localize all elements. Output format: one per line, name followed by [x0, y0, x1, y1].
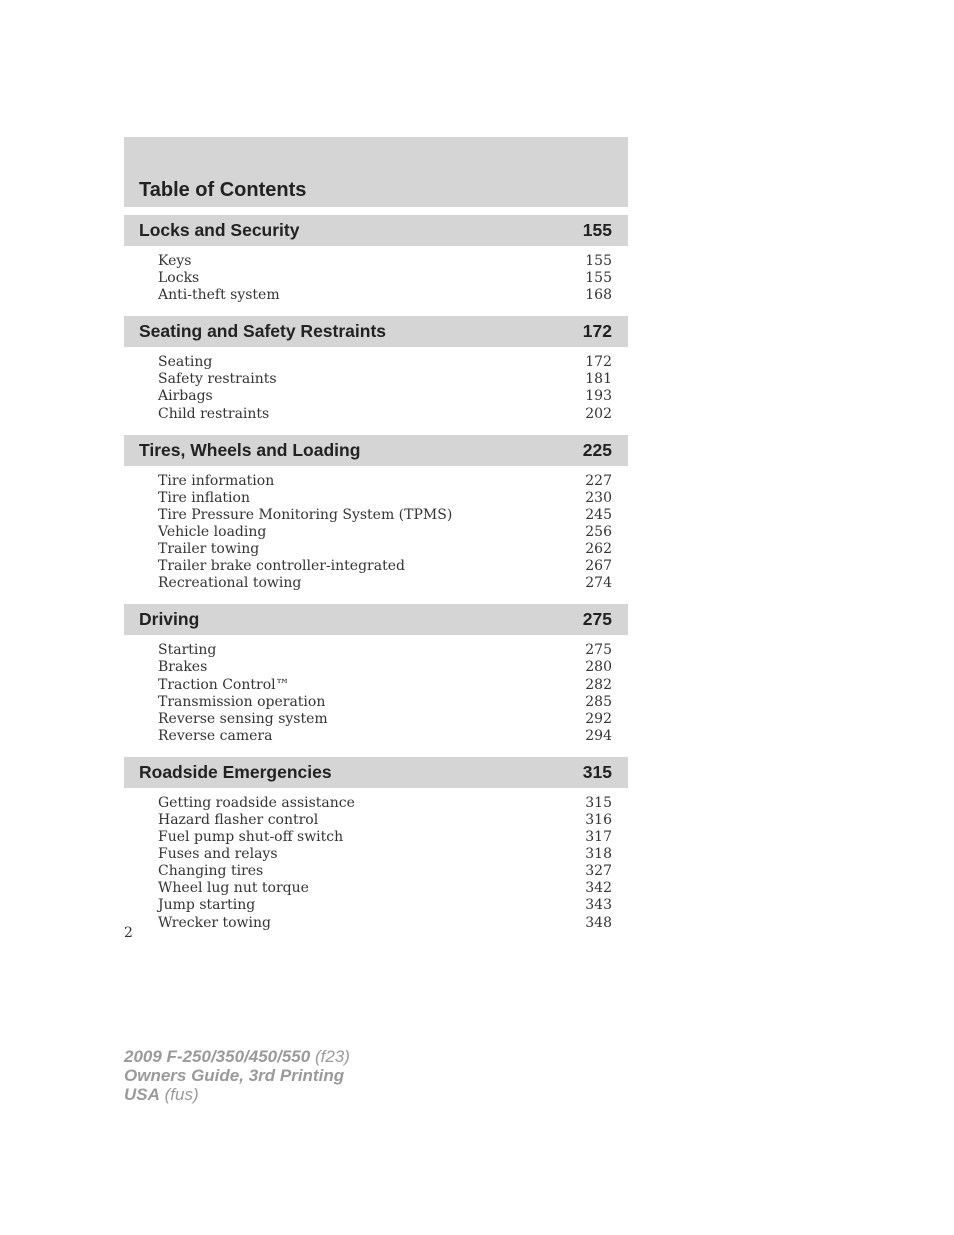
- footer-line-guide: [124, 1066, 350, 1085]
- section-page: 172: [582, 321, 612, 342]
- entry-page: 230: [585, 489, 612, 506]
- footer-region: USA: [124, 1085, 160, 1104]
- entry-list: [124, 788, 628, 936]
- footer: [124, 1047, 350, 1104]
- entry-page: 274: [585, 575, 612, 592]
- entry-label: Seating: [158, 354, 213, 371]
- entry-label: Brakes: [158, 659, 208, 676]
- toc-entry[interactable]: [158, 915, 612, 932]
- entry-label: Tire inflation: [158, 489, 250, 506]
- entry-label: Wheel lug nut torque: [158, 880, 309, 897]
- entry-label: Trailer towing: [158, 541, 260, 558]
- entry-label: Airbags: [158, 388, 213, 405]
- toc-entry[interactable]: [158, 490, 612, 507]
- entry-label: Starting: [158, 642, 217, 659]
- footer-model: 2009 F-250/350/450/550: [124, 1047, 311, 1066]
- footer-region-code: (fus): [164, 1085, 199, 1104]
- toc-section: [124, 316, 628, 426]
- toc-entry[interactable]: [158, 829, 612, 846]
- toc-sections: [124, 215, 628, 936]
- footer-line-region: [124, 1085, 350, 1104]
- entry-label: Tire information: [158, 472, 275, 489]
- entry-page: 280: [585, 659, 612, 676]
- section-page: 315: [582, 761, 612, 782]
- section-title: Roadside Emergencies: [139, 761, 332, 782]
- section-title: Seating and Safety Restraints: [139, 321, 387, 342]
- page-number: 2: [124, 925, 133, 941]
- entry-label: Recreational towing: [158, 575, 302, 592]
- toc-entry[interactable]: [158, 659, 612, 676]
- entry-page: 172: [585, 354, 612, 371]
- toc-entry[interactable]: [158, 388, 612, 405]
- entry-label: Transmission operation: [158, 693, 326, 710]
- footer-guide: Owners Guide, 3rd Printing: [124, 1066, 345, 1085]
- toc-entry[interactable]: [158, 371, 612, 388]
- entry-page: 267: [585, 558, 612, 575]
- entry-label: Anti-theft system: [158, 287, 280, 304]
- entry-list: [124, 635, 628, 749]
- entry-label: Jump starting: [158, 897, 256, 914]
- footer-model-code: (f23): [314, 1047, 350, 1066]
- entry-list: [124, 466, 628, 597]
- table-of-contents: [124, 137, 628, 936]
- entry-label: Vehicle loading: [158, 523, 267, 540]
- section-heading[interactable]: [124, 757, 628, 788]
- entry-page: 285: [585, 693, 612, 710]
- section-heading[interactable]: [124, 316, 628, 347]
- entry-page: 181: [585, 371, 612, 388]
- toc-entry[interactable]: [158, 287, 612, 304]
- section-page: 155: [582, 220, 612, 240]
- toc-entry[interactable]: [158, 507, 612, 524]
- entry-label: Safety restraints: [158, 371, 277, 388]
- entry-label: Locks: [158, 270, 200, 287]
- toc-entry[interactable]: [158, 694, 612, 711]
- toc-section: [124, 435, 628, 597]
- entry-label: Reverse camera: [158, 727, 273, 744]
- entry-label: Fuses and relays: [158, 846, 278, 863]
- section-page: 275: [582, 609, 612, 630]
- toc-entry[interactable]: [158, 642, 612, 659]
- toc-entry[interactable]: [158, 897, 612, 914]
- section-page: 225: [582, 439, 612, 460]
- toc-entry[interactable]: [158, 795, 612, 812]
- toc-section: [124, 604, 628, 749]
- entry-label: Trailer brake controller-integrated: [158, 558, 405, 575]
- entry-page: 327: [585, 863, 612, 880]
- entry-label: Child restraints: [158, 405, 270, 422]
- toc-entry[interactable]: [158, 354, 612, 371]
- entry-list: [124, 347, 628, 426]
- toc-entry[interactable]: [158, 677, 612, 694]
- entry-page: 317: [585, 829, 612, 846]
- section-heading[interactable]: [124, 604, 628, 635]
- entry-page: 282: [585, 676, 612, 693]
- entry-page: 318: [585, 846, 612, 863]
- toc-entry[interactable]: [158, 812, 612, 829]
- toc-entry[interactable]: [158, 524, 612, 541]
- section-heading[interactable]: [124, 215, 628, 246]
- entry-page: 348: [585, 914, 612, 931]
- entry-page: 342: [585, 880, 612, 897]
- entry-page: 315: [585, 794, 612, 811]
- entry-page: 227: [585, 472, 612, 489]
- entry-label: Keys: [158, 253, 192, 269]
- toc-entry[interactable]: [158, 473, 612, 490]
- section-title: Driving: [139, 609, 200, 630]
- entry-page: 245: [585, 506, 612, 523]
- toc-entry[interactable]: [158, 575, 612, 592]
- entry-label: Traction Control™: [158, 676, 290, 693]
- section-title: Tires, Wheels and Loading: [139, 439, 361, 460]
- entry-page: 155: [585, 253, 612, 269]
- entry-label: Reverse sensing system: [158, 710, 328, 727]
- toc-entry[interactable]: [158, 863, 612, 880]
- entry-page: 275: [585, 642, 612, 659]
- entry-label: Changing tires: [158, 863, 264, 880]
- entry-page: 343: [585, 897, 612, 914]
- entry-page: 262: [585, 541, 612, 558]
- toc-section: [124, 215, 628, 308]
- footer-line-model: [124, 1047, 350, 1066]
- entry-page: 193: [585, 388, 612, 405]
- toc-entry[interactable]: [158, 406, 612, 423]
- toc-entry[interactable]: [158, 541, 612, 558]
- toc-entry[interactable]: [158, 270, 612, 287]
- entry-page: 292: [585, 710, 612, 727]
- entry-label: Wrecker towing: [158, 914, 271, 931]
- entry-label: Tire Pressure Monitoring System (TPMS): [158, 506, 453, 523]
- entry-label: Fuel pump shut-off switch: [158, 829, 344, 846]
- toc-entry[interactable]: [158, 846, 612, 863]
- toc-header: [124, 137, 628, 207]
- entry-page: 202: [585, 405, 612, 422]
- entry-page: 294: [585, 727, 612, 744]
- entry-list: [124, 246, 628, 308]
- entry-label: Getting roadside assistance: [158, 794, 355, 811]
- section-title: Locks and Security: [139, 220, 300, 240]
- toc-entry[interactable]: [158, 253, 612, 270]
- entry-page: 316: [585, 811, 612, 828]
- toc-entry[interactable]: [158, 880, 612, 897]
- entry-page: 155: [585, 270, 612, 287]
- toc-entry[interactable]: [158, 558, 612, 575]
- entry-label: Hazard flasher control: [158, 811, 319, 828]
- page-title: Table of Contents: [139, 179, 307, 201]
- section-heading[interactable]: [124, 435, 628, 466]
- toc-entry[interactable]: [158, 728, 612, 745]
- entry-page: 256: [585, 523, 612, 540]
- toc-entry[interactable]: [158, 711, 612, 728]
- toc-section: [124, 757, 628, 936]
- entry-page: 168: [585, 287, 612, 304]
